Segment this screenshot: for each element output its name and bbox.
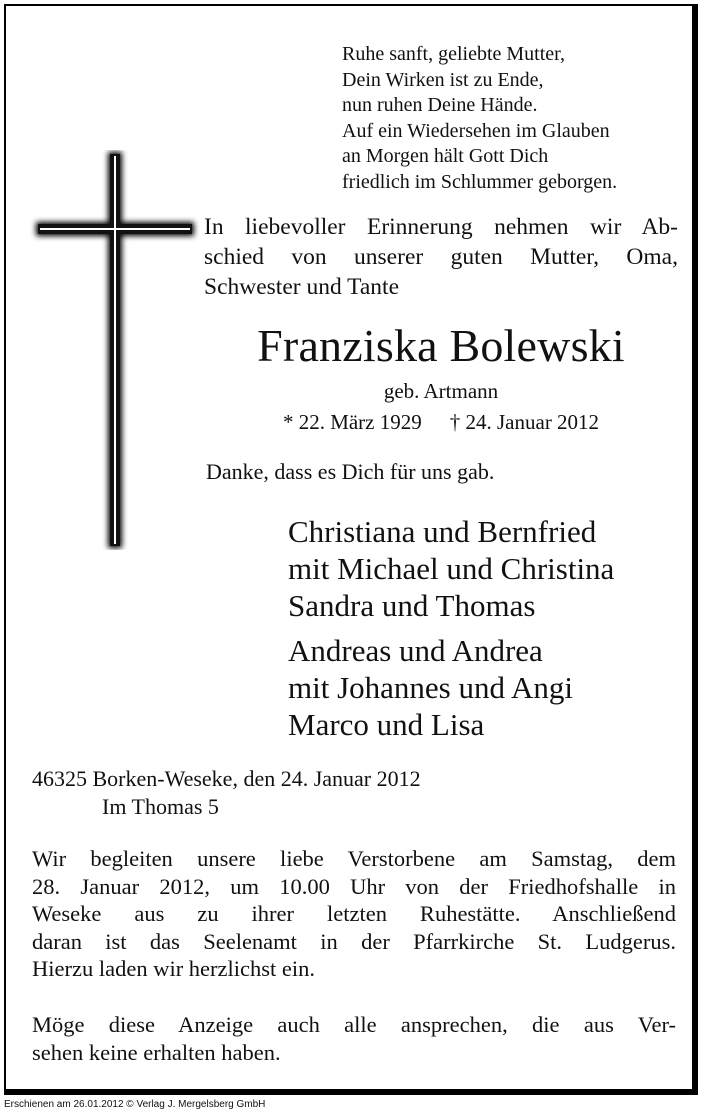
intro-line: In liebevoller Erinnerung nehmen wir Ab-: [204, 214, 678, 240]
poem: [342, 42, 682, 195]
notice-line: daran ist das Seelenamt in der Pfarrkirche St. Ludgerus.: [32, 928, 676, 954]
life-dates: [204, 409, 678, 435]
deceased-name: Franziska Bolewski: [257, 320, 625, 371]
street-address: Im Thomas 5: [102, 794, 219, 819]
place-date: 46325 Borken-Weseke, den 24. Januar 2012: [32, 766, 421, 791]
funeral-notice: [32, 845, 676, 983]
family-line: Sandra und Thomas: [288, 588, 536, 623]
cross-icon: [30, 150, 200, 550]
maiden-name: geb. Artmann: [383, 379, 499, 403]
family-group-1: [288, 513, 614, 624]
poem-line: Auf ein Wiedersehen im Glauben: [342, 119, 610, 142]
death-date: † 24. Januar 2012: [449, 410, 600, 434]
family-line: Andreas und Andrea: [288, 633, 543, 668]
poem-line: Dein Wirken ist zu Ende,: [342, 68, 544, 91]
notice-line: Wir begleiten unsere liebe Verstorbene am Samstag, dem: [32, 846, 676, 871]
birth-date: * 22. März 1929: [282, 410, 422, 434]
poem-line: friedlich im Schlummer geborgen.: [342, 170, 618, 193]
poem-line: nun ruhen Deine Hände.: [342, 94, 538, 116]
poem-line: Ruhe sanft, geliebte Mutter,: [342, 43, 566, 65]
intro-text: [204, 212, 678, 302]
family-line: Marco und Lisa: [288, 707, 485, 742]
publication-footer: Erschienen am 26.01.2012 © Verlag J. Mergelsberg GmbH: [4, 1099, 266, 1110]
notice-line: Hierzu laden wir herzlichst ein.: [32, 956, 316, 981]
intro-line: schied von unserer guten Mutter, Oma,: [204, 244, 678, 270]
closing-line: sehen keine erhalten haben.: [32, 1039, 281, 1065]
closing-line: Möge diese Anzeige auch alle ansprechen, die aus Ver-: [32, 1012, 676, 1037]
thanks-line: Danke, dass es Dich für uns gab.: [206, 459, 495, 484]
notice-line: Weseke aus zu ihrer letzten Ruhestätte. Anschließend: [32, 901, 676, 926]
closing-note: [32, 1011, 676, 1066]
family-line: Christiana und Bernfried: [288, 514, 597, 549]
intro-line: Schwester und Tante: [204, 274, 400, 300]
family-line: mit Johannes und Angi: [288, 670, 574, 705]
family-line: mit Michael und Christina: [288, 551, 615, 586]
family-group-2: [288, 632, 573, 743]
notice-line: 28. Januar 2012, um 10.00 Uhr von der Friedhofshalle in: [32, 873, 676, 899]
poem-line: an Morgen hält Gott Dich: [342, 145, 549, 167]
